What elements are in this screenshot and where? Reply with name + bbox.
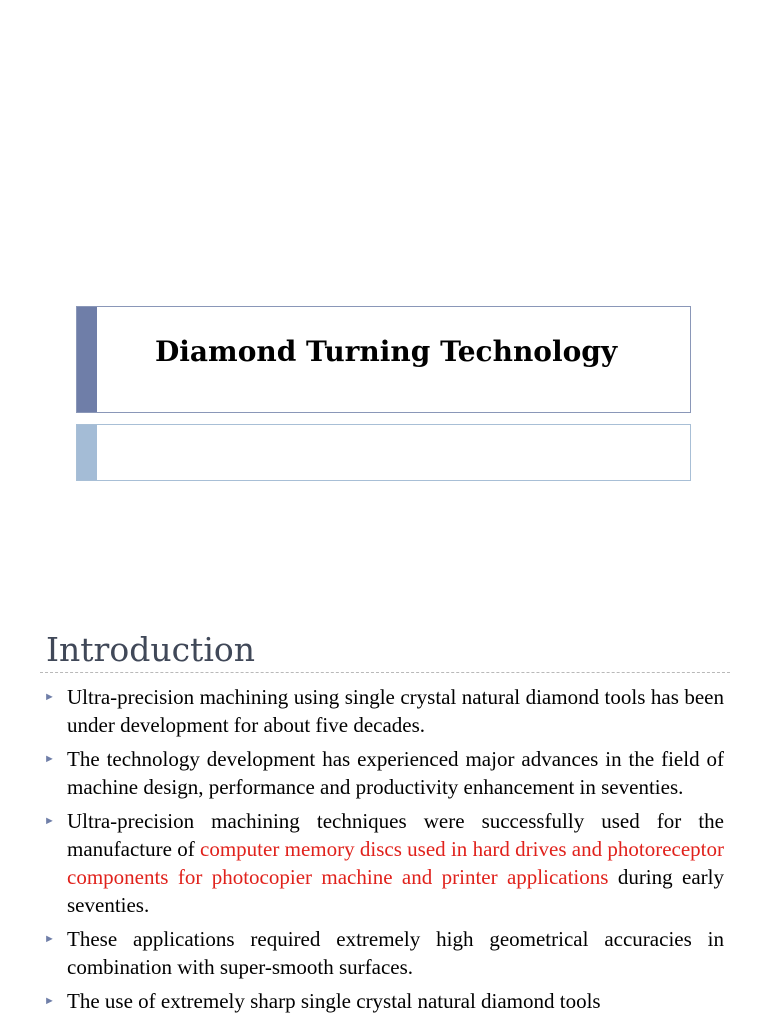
title-box bbox=[76, 306, 691, 413]
bullet-text: Ultra-precision machining techniques were successfully used for the manufacture of bbox=[67, 809, 724, 861]
title-accent-bar bbox=[77, 307, 97, 412]
bullet-text: Ultra-precision machining using single crystal natural diamond tools has been under development for about five decades. bbox=[67, 685, 724, 737]
bullet-text: during early seventies. bbox=[67, 865, 724, 917]
list-item bbox=[44, 925, 724, 981]
section-heading: Introduction bbox=[46, 630, 255, 669]
subtitle-box bbox=[76, 424, 691, 481]
subtitle-accent-bar bbox=[77, 425, 97, 480]
bullet-arrow-icon: ► bbox=[44, 691, 55, 703]
bullet-text: These applications required extremely high geometrical accuracies in combination with super-smooth surfaces. bbox=[67, 927, 724, 979]
heading-divider bbox=[40, 672, 730, 673]
bullet-arrow-icon: ► bbox=[44, 933, 55, 945]
bullet-text: The use of extremely sharp single crystal natural diamond tools bbox=[67, 989, 601, 1013]
bullet-arrow-icon: ► bbox=[44, 753, 55, 765]
highlighted-text: computer memory discs used in hard drives and photoreceptor components for photocopier machine and printer applications bbox=[67, 837, 725, 889]
bullet-arrow-icon: ► bbox=[44, 815, 55, 827]
slide-title: Diamond Turning Technology bbox=[155, 335, 618, 368]
bullet-text: The technology development has experienced major advances in the field of machine design, performance and productivity enhancement in seventies. bbox=[67, 747, 724, 799]
bullet-list bbox=[44, 683, 724, 1021]
list-item bbox=[44, 745, 724, 801]
list-item bbox=[44, 807, 724, 919]
bullet-arrow-icon: ► bbox=[44, 995, 55, 1007]
list-item bbox=[44, 683, 724, 739]
list-item bbox=[44, 987, 724, 1015]
